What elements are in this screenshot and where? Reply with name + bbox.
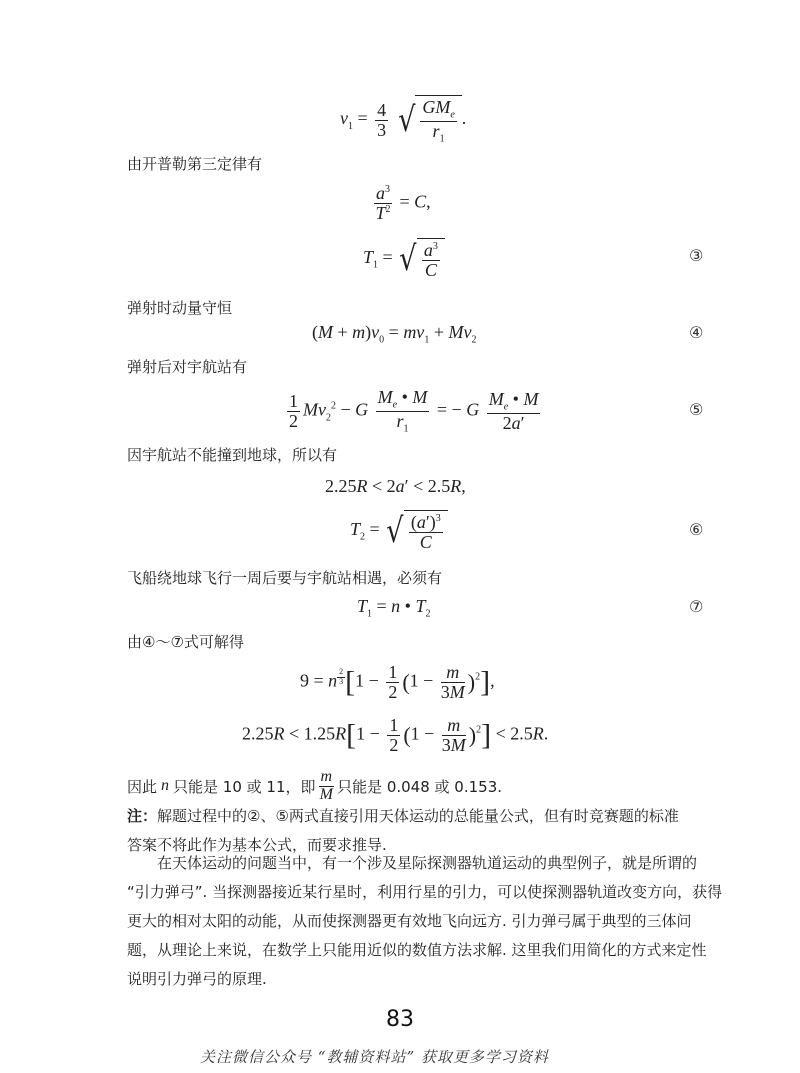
variable-n: n xyxy=(161,777,170,795)
equation-v1: $v_1$ = $\frac{4}{3}$ √ $\frac{GM_e}{r_1}$ . xyxy=(340,97,467,145)
after-eject-intro-text: 弹射后对宇航站有 xyxy=(127,358,248,376)
equation-solution-1: 9 = n $^{\frac{2}{3}}$ [1 − $\frac{1}{2}$ (1 − $\frac{m}{3M}$ )$^2$], xyxy=(300,662,495,702)
paragraph-line-1: 在天体运动的问题当中，有一个涉及星际探测器轨道运动的典型例子，就是所谓的 xyxy=(157,854,698,872)
equation-period: $T_1 = n$ • $T_2$ xyxy=(357,596,431,620)
paragraph-line-2: “引力弹弓”. 当探测器接近某行星时，利用行星的引力，可以使探测器轨道改变方向，获得 xyxy=(127,883,723,901)
conclusion-line xyxy=(127,769,502,804)
equation-momentum: $(M + m)v_0 = mv_1 + Mv_2$ xyxy=(312,322,477,346)
equation-inequality: 2.25R < 2a′ < 2.5R, xyxy=(325,476,466,496)
paragraph-line-5: 说明引力弹弓的原理. xyxy=(127,970,267,988)
footer-watermark: 关注微信公众号 “教辅资料站” 获取更多学习资料 xyxy=(200,1048,549,1066)
paragraph-line-3: 更大的相对太阳的动能，从而使探测器更有效地飞向远方. 引力弹弓属于典型的三体问 xyxy=(127,912,692,930)
equation-number-5: ⑤ xyxy=(689,400,704,419)
conclusion-text-a: 因此 xyxy=(127,777,158,796)
kepler-intro-text: 由开普勒第三定律有 xyxy=(127,155,263,173)
equation-kepler: $\frac{a^3}{T^2}$ = C, xyxy=(375,183,431,223)
momentum-intro-text: 弹射时动量守恒 xyxy=(127,299,233,317)
paragraph-line-4: 题，从理论上来说，在数学上只能用近似的数值方法求解. 这里我们用简化的方式来定性 xyxy=(127,941,707,959)
note-line-2: 答案不将此作为基本公式，而要求推导. xyxy=(127,836,387,854)
meet-intro-text: 飞船绕地球飞行一周后要与宇航站相遇，必须有 xyxy=(127,569,443,587)
conclusion-text-b: 只能是 10 或 11，即 xyxy=(173,777,316,796)
equation-number-6: ⑥ xyxy=(689,520,704,539)
equation-number-4: ④ xyxy=(689,323,704,342)
solve-intro-text: 由④～⑦式可解得 xyxy=(127,633,244,651)
no-collision-intro-text: 因宇航站不能撞到地球，所以有 xyxy=(127,446,338,464)
equation-solution-2: 2.25R < 1.25R[1 − $\frac{1}{2}$ (1 − $\frac{m}{3M}$ )$^2$] < 2.5R. xyxy=(242,715,549,755)
equation-t1: $T_1$ = √ $\frac{a^3}{C}$ xyxy=(363,238,445,280)
fraction-m-over-M: $\frac{m}{M}$ xyxy=(319,768,333,803)
equation-number-7: ⑦ xyxy=(689,597,704,616)
page-number: 83 xyxy=(386,1007,414,1032)
conclusion-text-c: 只能是 0.048 或 0.153. xyxy=(337,777,503,796)
note-line-1: 解题过程中的②、⑤两式直接引用天体运动的总能量公式，但有时竞赛题的标准 xyxy=(157,807,679,825)
body-paragraph xyxy=(127,849,722,994)
note-label: 注： xyxy=(127,807,158,825)
equation-t2: $T_2$ = √ $\frac{(a')^3}{C}$ xyxy=(350,510,448,552)
equation-number-3: ③ xyxy=(689,246,704,265)
equation-energy: $\frac{1}{2}$ $Mv_2^2 - G$ $\frac{M_e • M}{r_1}$ = − G $\frac{M_e • M}{2a'}$ xyxy=(289,387,539,435)
